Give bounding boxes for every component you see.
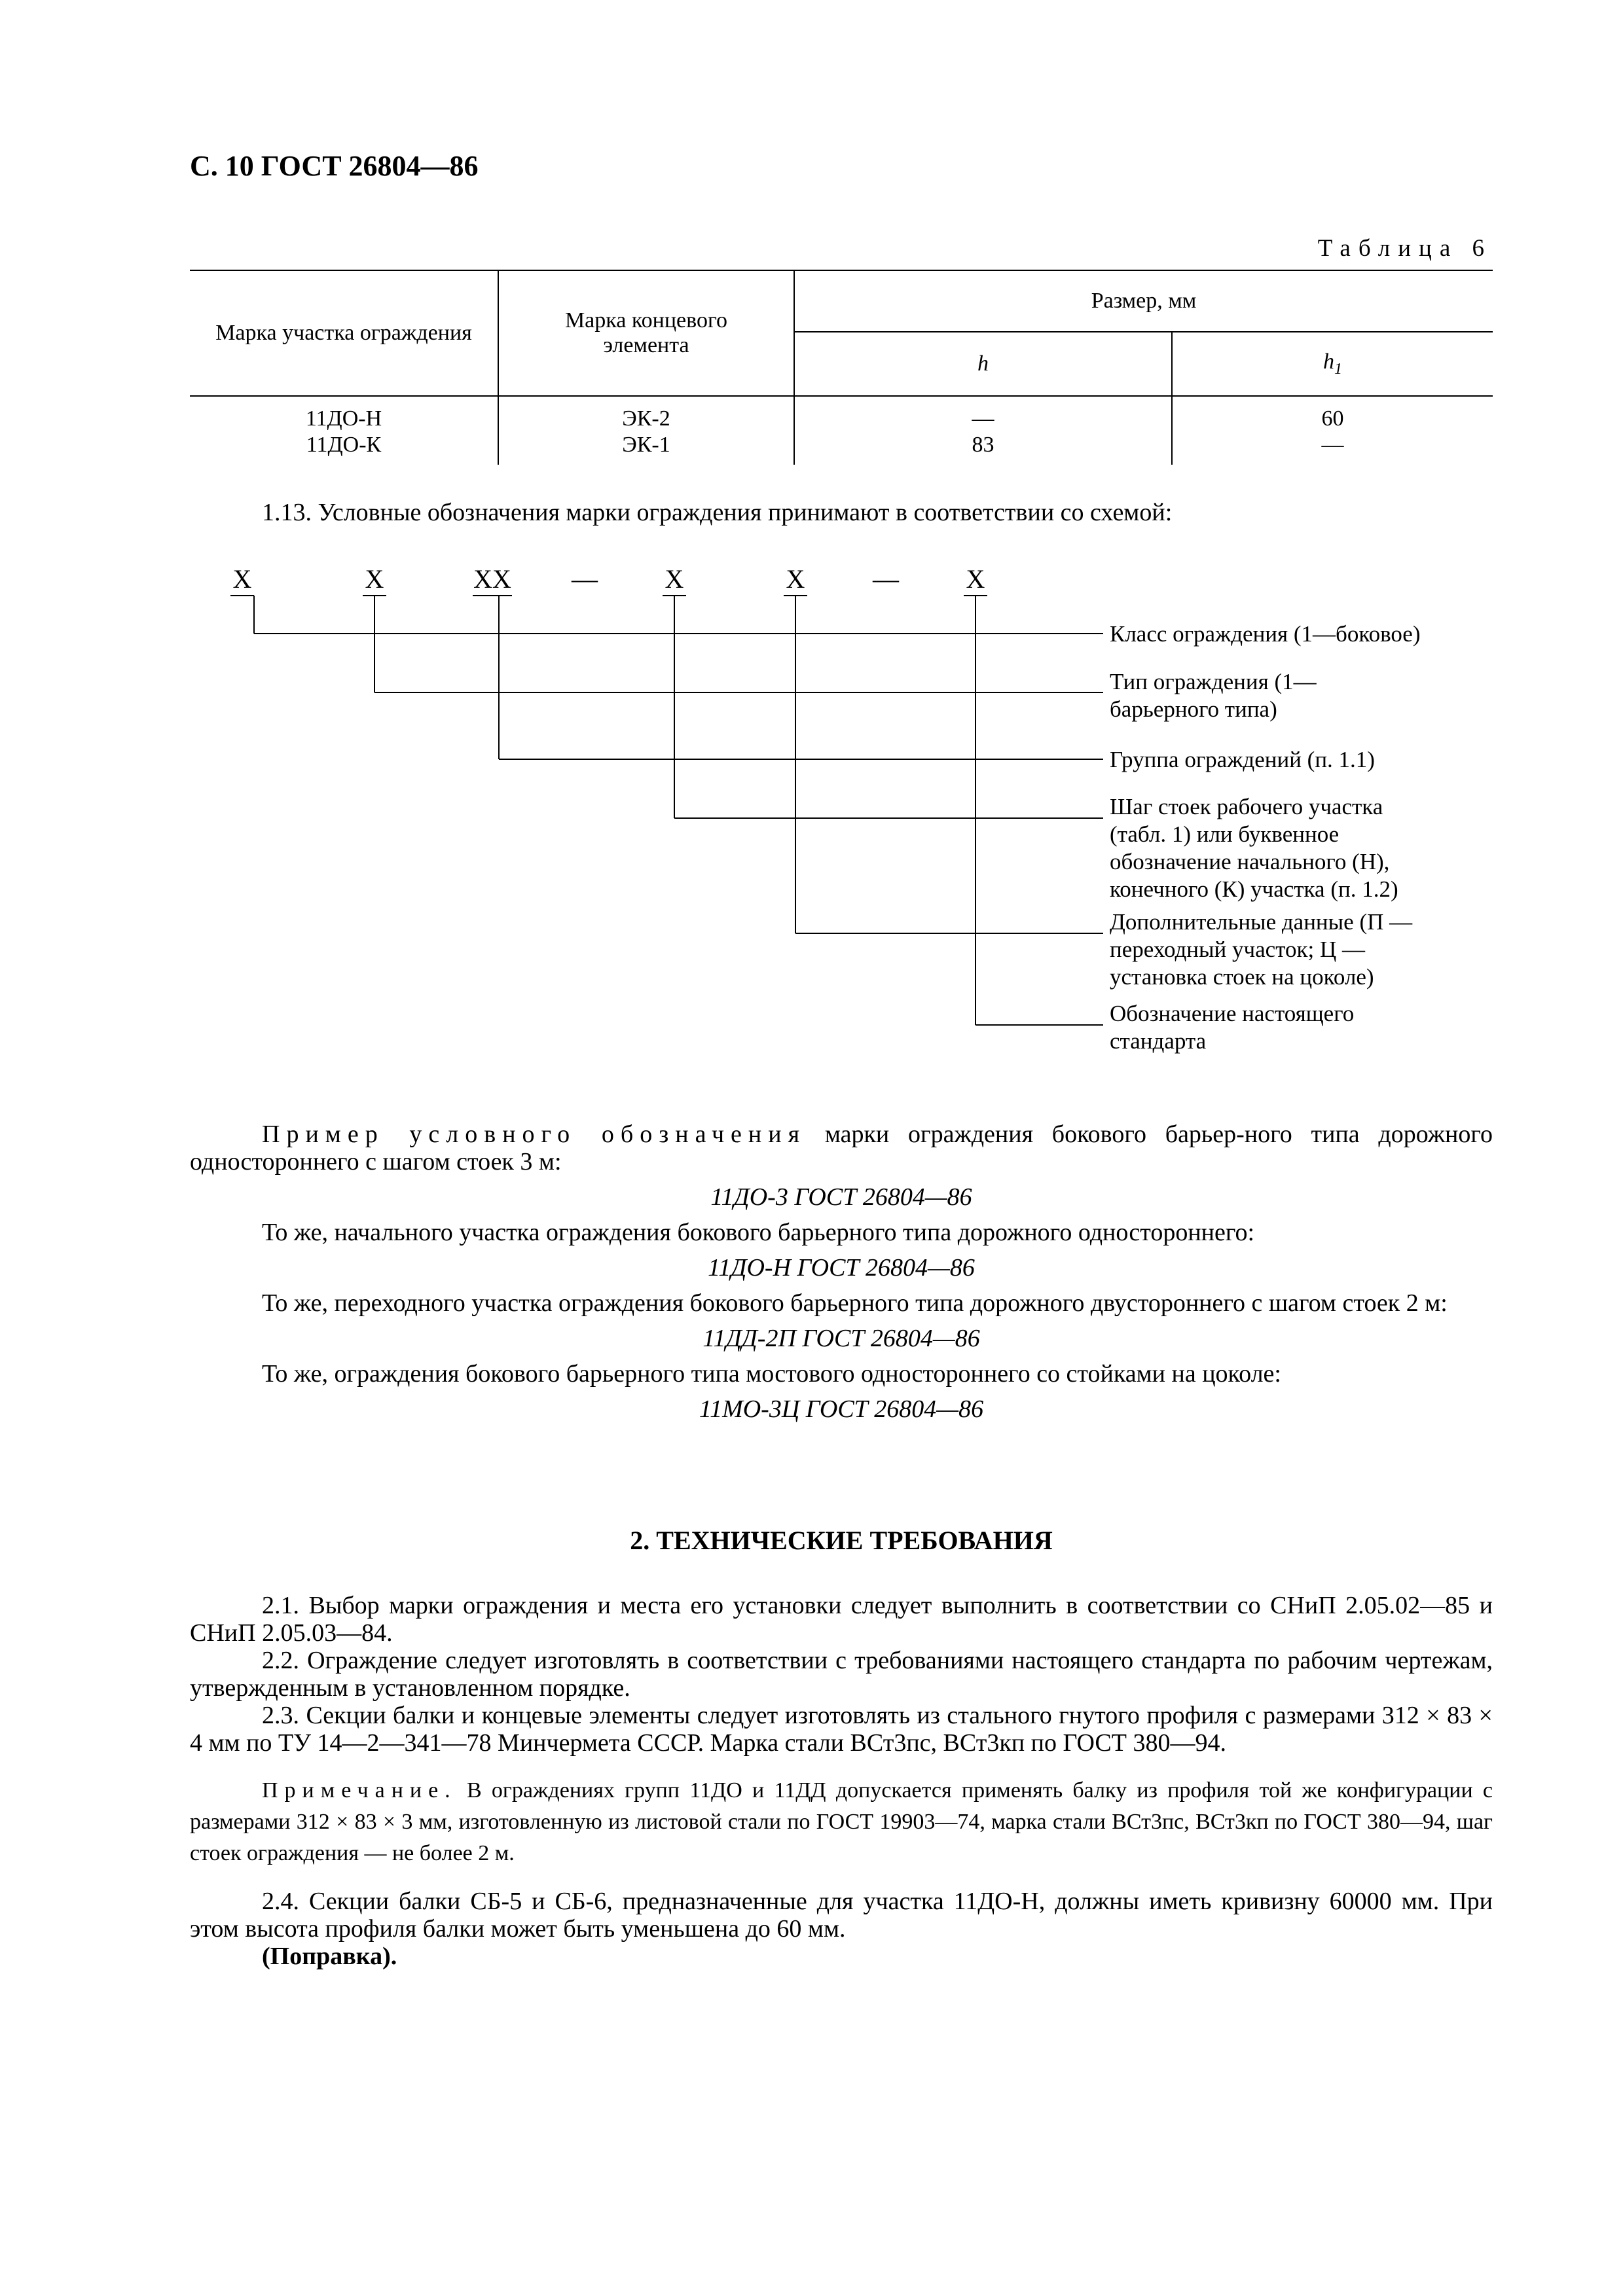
label-standard xyxy=(1110,1000,1354,1055)
page-header: С. 10 ГОСТ 26804—86 xyxy=(190,150,479,182)
label-standard-l1: Обозначение настоящего xyxy=(1110,1001,1355,1026)
label-standard-l2: стандарта xyxy=(1110,1028,1207,1054)
header-end-element-l2: элемента xyxy=(603,333,689,357)
example-intro-rest: марки ограждения бокового барьер-ного типа дорожного одностороннего с шагом стоек 3 м: xyxy=(190,1121,1493,1175)
label-step-l1: Шаг стоек рабочего участка xyxy=(1110,794,1383,819)
scheme-dash-2: — xyxy=(873,564,899,594)
scheme-symbol-2: Х xyxy=(365,564,384,594)
scheme-symbol-1: Х xyxy=(232,564,252,594)
example-intro xyxy=(190,1121,1493,1175)
cell-mark-1: 11ДО-К xyxy=(306,433,382,457)
cell-element-1: ЭК-1 xyxy=(622,433,670,457)
label-step xyxy=(1110,793,1398,903)
header-mark: Марка участка ограждения xyxy=(190,270,498,396)
example-same-3: То же, ограждения бокового барьерного типа мостового одностороннего со стойками на цоколе: xyxy=(262,1360,1281,1388)
paragraph-2-4: 2.4. Секции балки СБ-5 и СБ-6, предназначенные для участка 11ДО-Н, должны иметь кривизну 60000 мм. При этом высота профиля балки может быть уменьшена до 60 мм. xyxy=(190,1888,1493,1943)
cell-mark xyxy=(190,396,498,465)
cell-h-1: 83 xyxy=(972,433,994,457)
scheme-symbol-6: Х xyxy=(966,564,985,594)
cell-h xyxy=(794,396,1172,465)
label-extra-l3: установка стоек на цоколе) xyxy=(1110,964,1374,990)
cell-h-0: — xyxy=(972,406,994,431)
clause-1-13 xyxy=(190,499,1493,526)
table-6 xyxy=(190,270,1493,465)
example-code-3: 11ДД-2П ГОСТ 26804—86 xyxy=(702,1325,980,1352)
label-step-l3: обозначение начального (Н), xyxy=(1110,849,1390,874)
cell-h1 xyxy=(1172,396,1493,465)
header-h: h xyxy=(794,332,1172,396)
note-block xyxy=(190,1775,1493,1869)
section-2-title: 2. ТЕХНИЧЕСКИЕ ТРЕБОВАНИЯ xyxy=(630,1526,1053,1555)
cell-element-0: ЭК-2 xyxy=(622,406,670,431)
header-size: Размер, мм xyxy=(794,270,1493,332)
example-code-2: 11ДО-Н ГОСТ 26804—86 xyxy=(708,1254,975,1282)
example-code-1: 11ДО-3 ГОСТ 26804—86 xyxy=(710,1183,972,1211)
cell-element xyxy=(498,396,794,465)
section-2-body xyxy=(190,1592,1493,1970)
examples-block xyxy=(190,1121,1493,1423)
example-intro-spaced: Пример условного обозначения xyxy=(262,1121,807,1148)
label-extra xyxy=(1110,908,1412,991)
table-row xyxy=(190,396,1493,465)
note-label: Примечание. xyxy=(262,1778,457,1803)
scheme-symbol-3: ХХ xyxy=(473,564,511,594)
paragraph-2-1: 2.1. Выбор марки ограждения и места его установки следует выполнить в соответствии со СНиП 2.05.02—85 и СНиП 2.05.03—84. xyxy=(190,1592,1493,1647)
header-end-element-l1: Марка концевого xyxy=(564,308,728,332)
scheme-symbol-4: Х xyxy=(665,564,684,594)
designation-scheme xyxy=(190,562,1499,1072)
note-text: В ограждениях групп 11ДО и 11ДД допускается применять балку из профиля той же конфигурации с размерами 312 × 83 × 3 мм, изготовленную из листовой стали по ГОСТ 19903—74, марка стали ВСт3пс, ВСт3кп по ГОСТ 380—94, шаг стоек ограждения — не более 2 м. xyxy=(190,1778,1493,1865)
clause-1-13-text: 1.13. Условные обозначения марки ограждения принимают в соответствии со схемой: xyxy=(262,499,1173,526)
cell-mark-0: 11ДО-Н xyxy=(305,406,382,431)
label-type-l1: Тип ограждения (1— xyxy=(1110,669,1317,694)
label-extra-l2: переходный участок; Ц — xyxy=(1110,937,1366,962)
header-h1 xyxy=(1172,332,1493,396)
label-type-l2: барьерного типа) xyxy=(1110,696,1277,722)
scheme-dash-1: — xyxy=(572,564,598,594)
label-class: Класс ограждения (1—боковое) xyxy=(1110,621,1421,647)
header-h1-base: h xyxy=(1323,350,1334,374)
header-end-element xyxy=(498,270,794,396)
label-step-l2: (табл. 1) или буквенное xyxy=(1110,821,1340,847)
label-type xyxy=(1110,668,1317,723)
paragraph-2-3: 2.3. Секции балки и концевые элементы следует изготовлять из стального гнутого профиля с размерами 312 × 83 × 4 мм по ТУ 14—2—341—78 Минчермета СССР. Марка стали ВСт3пс, ВСт3кп по ГОСТ 380—94. xyxy=(190,1702,1493,1757)
scheme-symbol-5: Х xyxy=(786,564,805,594)
paragraph-2-2: 2.2. Ограждение следует изготовлять в соответствии с требованиями настоящего стандарта по рабочим чертежам, утвержденным в установленном порядке. xyxy=(190,1647,1493,1702)
cell-h1-1: — xyxy=(1321,433,1344,457)
label-step-l4: конечного (К) участка (п. 1.2) xyxy=(1110,876,1398,902)
label-extra-l1: Дополнительные данные (П — xyxy=(1110,909,1413,935)
header-h1-sub: 1 xyxy=(1334,360,1342,378)
label-group: Группа ограждений (п. 1.1) xyxy=(1110,747,1375,772)
example-same-2: То же, переходного участка ограждения бокового барьерного типа дорожного двустороннего с шагом стоек 2 м: xyxy=(262,1289,1448,1317)
example-same-1: То же, начального участка ограждения бокового барьерного типа дорожного одностороннего: xyxy=(262,1219,1255,1246)
table-label: Таблица 6 xyxy=(1317,235,1492,262)
cell-h1-0: 60 xyxy=(1321,406,1344,431)
example-code-4: 11МО-3Ц ГОСТ 26804—86 xyxy=(699,1395,984,1423)
amendment-note: (Поправка). xyxy=(262,1943,397,1970)
